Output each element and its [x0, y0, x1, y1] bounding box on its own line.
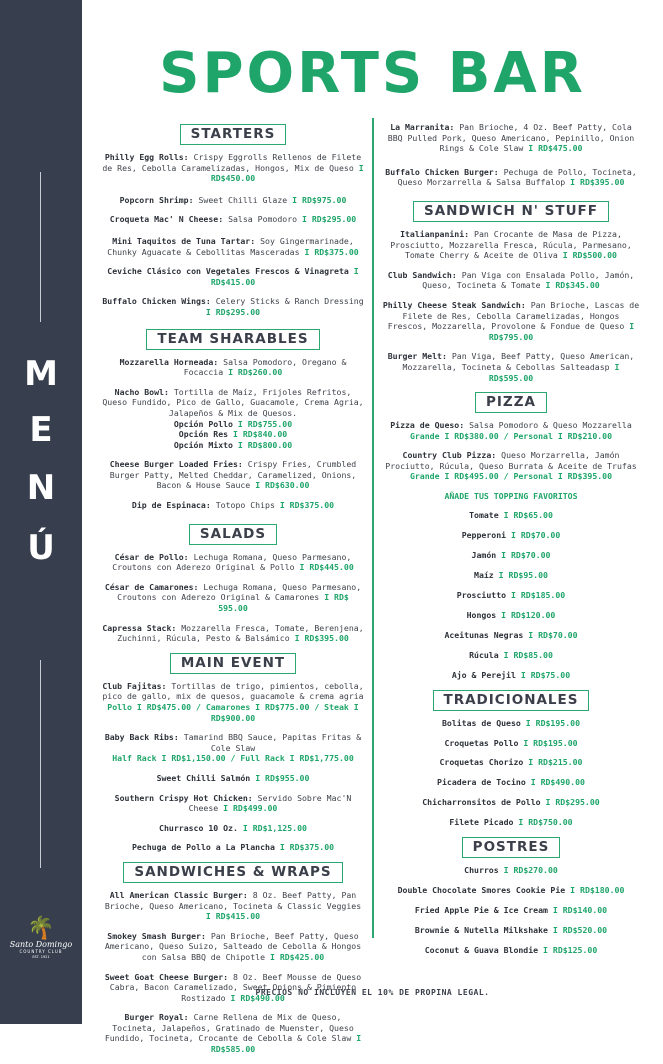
item-description: Pan Brioche, Lascas de Filete de Res, Cebolla Caramelizadas, Hongos Frescos, Mozzarella, Provolone & Fondue de Queso	[387, 299, 640, 332]
section-header-pizza: PIZZA	[475, 392, 547, 413]
item-name: Bolitas de Queso	[441, 717, 521, 728]
menu-item	[382, 757, 640, 768]
menu-item	[102, 681, 364, 723]
item-price: I RD$295.00	[545, 797, 600, 808]
menu-item	[382, 817, 640, 828]
item-description: Salsa Pomodoro	[228, 214, 298, 225]
menu-item	[382, 450, 640, 482]
item-name: Italianpanini:	[400, 228, 470, 239]
right-column	[382, 118, 640, 965]
item-price: I RD$70.00	[528, 629, 578, 640]
item-price: I RD$490.00	[530, 777, 585, 788]
item-description: 8 Oz. Beef Mousse de Queso Cabra, Bacon Caramelizado, Sweet Onions & Pimiento Rostizado	[109, 971, 362, 1003]
menu-item	[382, 550, 640, 561]
club-logo	[8, 918, 74, 960]
menu-item	[382, 945, 640, 956]
menu-item	[382, 420, 640, 441]
menu-item	[102, 357, 364, 378]
item-name: Sweet Chilli Salmón	[156, 772, 251, 783]
section-header-salads: SALADS	[189, 524, 277, 545]
item-name: Churrasco 10 Oz.	[159, 822, 238, 833]
item-price: I RD$295.00	[302, 214, 357, 225]
item-name: Opción Pollo	[173, 418, 233, 429]
item-price: I RD$415.00	[205, 911, 261, 922]
menu-item	[382, 905, 640, 916]
item-price: I RD$975.00	[292, 194, 347, 205]
item-name: Cheese Burger Loaded Fries:	[109, 459, 243, 470]
palm-tree-icon: 🌴	[27, 916, 55, 941]
item-description: Servido Sobre Mac'N Cheese	[188, 792, 352, 814]
item-name: Croquetas Chorizo	[439, 757, 524, 768]
item-price: I RD$450.00	[210, 162, 364, 184]
menu-item	[102, 387, 364, 419]
item-description: Pechuga de Pollo, Tocineta, Queso Morzarrella & Salsa Buffalop	[397, 166, 637, 188]
item-price: I RD$85.00	[503, 649, 553, 660]
item-description: Salsa Pomodoro & Queso Mozzarella	[469, 420, 632, 431]
menu-item	[102, 823, 364, 834]
item-description: Totopo Chips	[215, 500, 275, 511]
menu-item	[102, 793, 364, 814]
item-name: Hongos	[466, 609, 497, 620]
item-name: Jamón	[471, 549, 497, 560]
item-price: I RD$195.00	[525, 717, 581, 728]
item-price: I RD$415.00	[210, 266, 359, 287]
item-name: Picadera de Tocino	[437, 777, 526, 788]
menu-letter-n: N	[26, 468, 56, 508]
menu-item	[382, 270, 640, 291]
item-name: Aceitunas Negras	[444, 629, 524, 640]
item-name: César de Pollo:	[114, 551, 189, 562]
item-price: I RD$95.00	[498, 569, 548, 580]
item-description: Queso Morzarrella, Jamón Prociutto, Rúcula, Queso Burrata & Aceite de Trufas	[385, 450, 637, 471]
item-name: Baby Back Ribs:	[104, 732, 179, 743]
item-price: I RD$499.00	[223, 803, 278, 814]
item-name: All American Classic Burger:	[109, 889, 248, 900]
item-price: I RD$395.00	[570, 177, 625, 188]
item-name: Maíz	[474, 569, 494, 580]
item-price: I RD$375.00	[279, 500, 335, 511]
menu-item	[102, 419, 364, 430]
item-price: I RD$595.00	[488, 361, 620, 383]
menu-item	[102, 500, 364, 511]
menu-item	[382, 510, 640, 521]
item-description: Lechuga Romana, Queso Parmesano, Croutons con Aderezo Original & Pollo	[112, 551, 352, 573]
menu-item	[382, 122, 640, 154]
item-price: I RD$270.00	[503, 865, 558, 876]
item-name: Southern Crispy Hot Chicken:	[114, 792, 253, 803]
menu-item	[102, 552, 364, 573]
item-price: I RD$630.00	[255, 480, 310, 491]
menu-item	[382, 797, 640, 808]
menu-item	[382, 300, 640, 342]
item-name: Pizza de Queso:	[390, 420, 465, 431]
item-name: Brownie & Nutella Milkshake	[414, 925, 548, 936]
item-description: Sweet Chilli Glaze	[198, 194, 288, 205]
menu-item	[102, 1012, 364, 1054]
item-name: Double Chocolate Smores Cookie Pie	[397, 885, 566, 896]
item-price: I RD$125.00	[543, 945, 598, 956]
item-price: I RD$70.00	[511, 529, 561, 540]
item-price: I RD$425.00	[269, 951, 325, 962]
section-header-team: TEAM SHARABLES	[146, 329, 319, 350]
item-price: I RD$955.00	[255, 772, 310, 783]
item-price: Half Rack I RD$1,150.00 / Full Rack I RD$1,775.00	[112, 753, 354, 764]
sidebar-divider-top	[40, 172, 41, 322]
menu-item	[382, 610, 640, 621]
item-price: I RD$795.00	[488, 321, 635, 342]
section-header-tradicionales: TRADICIONALES	[433, 690, 590, 711]
item-price: I RD$500.00	[562, 250, 617, 261]
item-description: Crispy Eggrolls Rellenos de Filete de Res, Cebolla Caramelizadas, Hongos, Mix de Queso	[102, 152, 362, 173]
item-description: Crispy Fries, Crumbled Burger Patty, Melted Cheddar, Caramelized, Onions, Bacon & House Sauce	[109, 459, 357, 491]
item-description: Mozzarella Fresca, Tomate, Berenjena, Zuchinni, Rúcula, Pesto & Balsámico	[117, 622, 364, 644]
item-price: I RD$445.00	[299, 562, 354, 573]
item-price: I RD$180.00	[570, 885, 625, 896]
item-name: Popcorn Shrimp:	[119, 194, 194, 205]
menu-item	[102, 842, 364, 853]
item-price: I RD$65.00	[503, 509, 553, 520]
section-header-main: MAIN EVENT	[170, 653, 296, 674]
toppings-title: AÑADE TUS TOPPING FAVORITOS	[444, 491, 578, 502]
menu-item	[102, 236, 364, 257]
menu-item	[102, 440, 364, 451]
menu-item	[382, 777, 640, 788]
item-name: Buffalo Chicken Wings:	[102, 296, 211, 307]
item-name: Opción Mixto	[173, 439, 233, 450]
section-header-sandwiches: SANDWICHES & WRAPS	[123, 862, 342, 883]
item-description: Pan Brioche, 4 Oz. Beef Patty, Cola BBQ Pulled Pork, Queso Americano, Pepinillo, Onion Rings & Cole Slaw	[387, 122, 635, 154]
item-price: I RD$750.00	[518, 817, 573, 828]
item-price: I RD$215.00	[528, 757, 583, 768]
item-name: Opción Res	[178, 429, 229, 440]
item-name: Buffalo Chicken Burger:	[385, 166, 499, 177]
item-price: I RD$ 595.00	[218, 592, 349, 614]
menu-item	[102, 296, 364, 317]
menu-item	[102, 214, 364, 225]
menu-item	[382, 229, 640, 261]
item-name: Croquetas Pollo	[444, 737, 519, 748]
logo-name: Santo Domingo	[9, 940, 73, 949]
item-name: Tomate	[469, 509, 499, 520]
section-header-postres: POSTRES	[462, 837, 561, 858]
item-price: I RD$345.00	[545, 280, 600, 291]
menu-item	[102, 732, 364, 764]
footer-note: PRECIOS NO INCLUYEN EL 10% DE PROPINA LEGAL.	[255, 988, 490, 997]
item-price: Pollo I RD$475.00 / Camarones I RD$775.00 / Steak I RD$900.00	[107, 702, 359, 723]
item-name: Club Sandwich:	[387, 269, 457, 280]
item-price: I RD$755.00	[237, 418, 293, 429]
item-name: César de Camarones:	[104, 581, 199, 592]
sidebar-divider-bottom	[40, 660, 41, 868]
item-description: Carne Rellena de Mix de Queso, Tocineta, Jalapeños, Gratinado de Muenster, Queso Fundido, Tocineta, Crocante de Cebolla & Cole Slaw	[104, 1012, 354, 1044]
menu-item	[102, 890, 364, 922]
item-name: Coconut & Guava Blondie	[424, 945, 539, 956]
item-name: Dip de Espinaca:	[131, 500, 211, 511]
item-description: Pan Viga, Beef Patty, Queso American, Mozzarella, Tocineta & Cebollas Salteadasp	[402, 351, 635, 372]
menu-item	[102, 152, 364, 184]
menu-item	[382, 351, 640, 383]
menu-item	[382, 865, 640, 876]
item-price: I RD$800.00	[237, 439, 293, 450]
item-name: Capressa Stack:	[102, 622, 177, 633]
item-price: I RD$375.00	[279, 842, 335, 853]
item-name: Mozzarella Horneada:	[119, 356, 219, 367]
item-description: Tortilla de Maíz, Frijoles Refritos, Queso Fundido, Pico de Gallo, Guacamole, Crema Agria, Jalapeños & Mix de Quesos.	[102, 386, 364, 418]
menu-item	[102, 195, 364, 206]
item-name: Ceviche Clásico con Vegetales Frescos & Vinagreta	[107, 266, 349, 277]
menu-letter-e: E	[29, 410, 53, 450]
item-name: Sweet Goat Cheese Burger:	[104, 971, 229, 982]
item-name: Nacho Bowl:	[114, 386, 169, 397]
item-name: Rúcula	[469, 649, 499, 660]
left-column	[102, 118, 364, 1064]
menu-item	[102, 582, 364, 614]
item-price: I RD$120.00	[501, 609, 556, 620]
item-price: I RD$1,125.00	[242, 822, 307, 833]
menu-letter-m: M	[24, 354, 58, 394]
menu-item	[382, 738, 640, 749]
item-name: Ajo & Perejil	[451, 669, 516, 680]
item-price: I RD$490.00	[230, 992, 285, 1003]
item-name: Croqueta Mac' N Cheese:	[109, 214, 224, 225]
menu-item	[382, 885, 640, 896]
item-price: I RD$70.00	[501, 549, 551, 560]
item-description: Soy Gingermarinade, Chunky Aguacate & Cebollitas Masceradas	[107, 235, 354, 257]
item-name: Filete Picado	[449, 817, 514, 828]
item-name: Burger Melt:	[387, 351, 447, 362]
item-price: I RD$520.00	[552, 925, 608, 936]
item-name: La Marranita:	[390, 122, 455, 132]
menu-letter-u: Ú	[27, 528, 55, 568]
logo-subtitle: COUNTRY CLUB	[19, 949, 63, 954]
menu-item	[382, 530, 640, 541]
item-description: Tamarind BBQ Sauce, Papitas Fritas & Cole Slaw	[183, 732, 362, 753]
item-price: I RD$75.00	[520, 669, 571, 680]
item-description: Pan Crocante de Masa de Pizza, Prosciutto, Mozzarella Fresca, Rúcula, Parmesano, Tomate Cherry & Aceite de Oliva	[390, 228, 632, 261]
menu-item	[102, 459, 364, 491]
item-price: Grande I RD$495.00 / Personal I RD$395.00	[409, 471, 613, 482]
sidebar	[0, 0, 82, 1024]
item-name: Fried Apple Pie & Ice Cream	[414, 905, 548, 916]
item-description: 8 Oz. Beef Patty, Pan Brioche, Queso Americano, Tocineta & Classic Veggies	[104, 889, 362, 911]
item-price: I RD$295.00	[205, 306, 261, 317]
menu-item	[102, 931, 364, 963]
item-price: Grande I RD$380.00 / Personal I RD$210.00	[409, 430, 613, 441]
item-description: Tortillas de trigo, pimientos, cebolla, pico de gallo, mix de quesos, guacamole & crema agria	[102, 680, 364, 702]
item-price: I RD$585.00	[210, 1033, 362, 1055]
menu-item	[382, 590, 640, 601]
menu-item	[102, 773, 364, 784]
column-divider	[372, 118, 374, 938]
menu-item	[102, 429, 364, 440]
item-description: Celery Sticks & Ranch Dressing	[215, 296, 364, 307]
menu-item	[382, 925, 640, 936]
item-price: I RD$375.00	[304, 246, 359, 257]
menu-item	[382, 650, 640, 661]
item-name: Churros	[464, 865, 499, 876]
section-header-sandwich_stuff: SANDWICH N' STUFF	[413, 201, 609, 222]
menu-item	[382, 670, 640, 681]
item-description: Lechuga Romana, Queso Parmesano, Croutons con Aderezo Original & Camarones	[117, 581, 362, 603]
item-price: I RD$840.00	[233, 429, 288, 440]
item-description: Pan Brioche, Beef Patty, Queso Americano, Queso Suizo, Salteado de Cebolla & Hongos con Salsa BBQ de Chipotle	[104, 930, 362, 962]
item-price: I RD$140.00	[552, 905, 608, 916]
menu-item	[382, 718, 640, 729]
item-name: Country Club Pizza:	[402, 450, 497, 461]
item-name: Chicharronsitos de Pollo	[422, 797, 541, 808]
item-name: Mini Taquitos de Tuna Tartar:	[112, 235, 256, 246]
item-name: Philly Cheese Steak Sandwich:	[382, 299, 526, 310]
item-name: Club Fajitas:	[102, 680, 167, 691]
menu-item	[382, 167, 640, 188]
item-name: Prosciutto	[456, 589, 507, 600]
item-name: Pepperoni	[461, 529, 507, 540]
item-name: Smokey Smash Burger:	[107, 930, 206, 941]
item-name: Philly Egg Rolls:	[104, 152, 189, 162]
item-name: Pechuga de Pollo a La Plancha	[131, 842, 275, 853]
page-title: SPORTS BAR	[159, 41, 586, 106]
item-price: I RD$475.00	[528, 143, 583, 154]
logo-est: EST. 1921	[32, 955, 50, 959]
item-price: I RD$185.00	[511, 589, 566, 600]
section-header-starters: STARTERS	[180, 124, 287, 145]
item-name: Burger Royal:	[124, 1012, 189, 1023]
menu-item	[102, 266, 364, 287]
menu-item	[382, 630, 640, 641]
item-description: Salsa Pomodoro, Oregano & Focaccia	[183, 356, 347, 378]
menu-item	[382, 570, 640, 581]
item-price: I RD$260.00	[228, 367, 283, 378]
item-price: I RD$395.00	[294, 633, 349, 644]
item-price: I RD$195.00	[523, 737, 578, 748]
menu-item	[102, 623, 364, 644]
item-description: Pan Viga con Ensalada Pollo, Jamón, Queso, Tocineta & Tomate	[422, 269, 635, 291]
